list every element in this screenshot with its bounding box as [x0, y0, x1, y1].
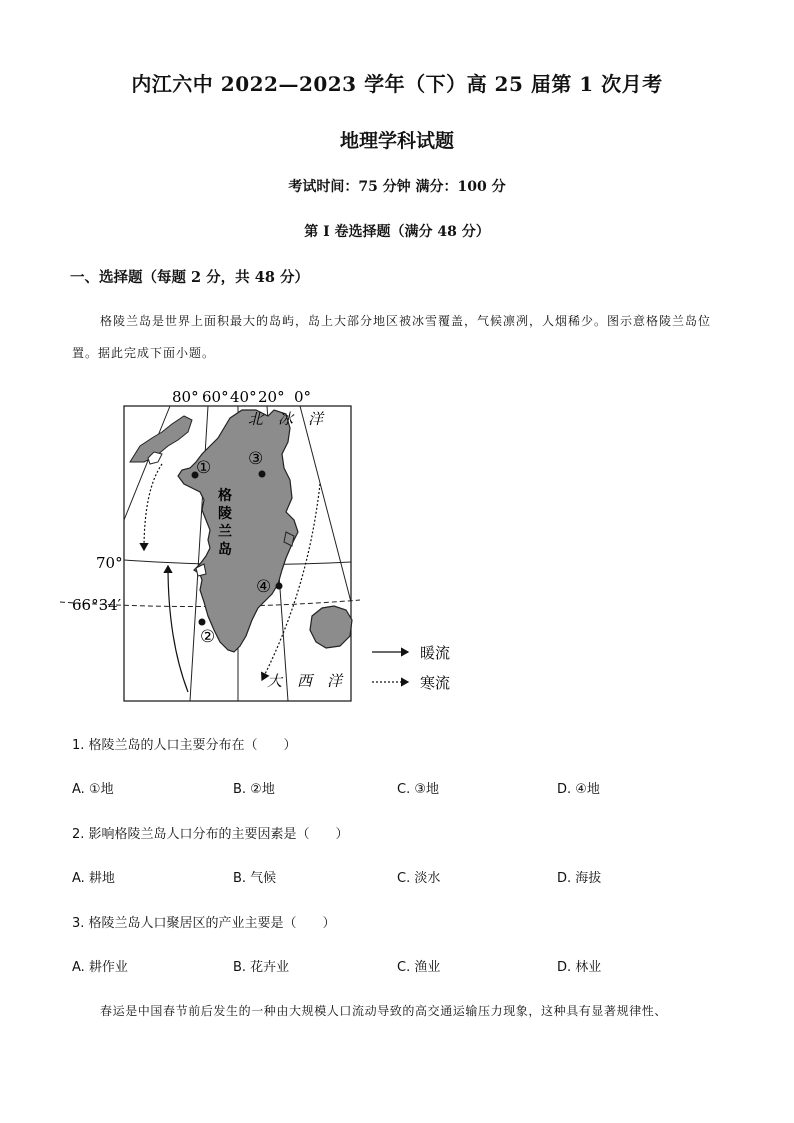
passage-greenland: 格陵兰岛是世界上面积最大的岛屿，岛上大部分地区被冰雪覆盖，气候凛冽，人烟稀少。图示意格陵兰岛位置。据此完成下面小题。 [72, 314, 712, 360]
question-2: 2. 影响格陵兰岛人口分布的主要因素是（ ） [72, 827, 349, 842]
greenland-map [60, 380, 480, 710]
q1-option-b[interactable]: B. ②地 [233, 782, 275, 797]
q2-option-a[interactable]: A. 耕地 [72, 871, 115, 886]
lon-label-20: 20° [258, 388, 285, 406]
q1-option-c[interactable]: C. ③地 [397, 782, 439, 797]
legend-cold-label: 寒流 [420, 674, 451, 692]
point-4-label: ④ [256, 577, 272, 597]
exam-title: 内江六中 2022—2023 学年（下）高 25 届第 1 次月考 [131, 72, 663, 96]
iceland [310, 606, 352, 648]
point-3-label: ③ [248, 449, 264, 469]
section-heading: 一、选择题（每题 2 分，共 48 分） [70, 269, 309, 286]
point-4-dot [276, 583, 283, 590]
cold-current-west [144, 464, 162, 550]
lon-label-80: 80° [172, 388, 199, 406]
island-label-1: 格 [218, 488, 232, 504]
island-label-4: 岛 [218, 542, 232, 558]
lat-label-70: 70° [96, 554, 123, 572]
subject-title: 地理学科试题 [339, 130, 454, 152]
q1-option-a[interactable]: A. ①地 [72, 782, 114, 797]
question-1: 1. 格陵兰岛的人口主要分布在（ ） [72, 738, 297, 753]
lat-label-66: 66°34′ [72, 596, 122, 614]
warm-current-west [168, 566, 188, 692]
point-2-label: ② [200, 627, 216, 647]
arctic-ocean-label: 北 冰 洋 [248, 410, 324, 428]
q3-option-d[interactable]: D. 林业 [557, 960, 602, 975]
island-label-2: 陵 [218, 506, 232, 522]
question-3: 3. 格陵兰岛人口聚居区的产业主要是（ ） [72, 916, 336, 931]
lon-label-0: 0° [294, 388, 312, 406]
part-title: 第 I 卷选择题（满分 48 分） [304, 224, 490, 240]
passage-spring-festival: 春运是中国春节前后发生的一种由大规模人口流动导致的高交通运输压力现象，这种具有显著规律性、 [100, 1004, 668, 1018]
q1-option-d[interactable]: D. ④地 [557, 782, 600, 797]
legend-warm-label: 暖流 [420, 644, 451, 662]
point-1-label: ① [196, 458, 212, 478]
point-2-dot [199, 619, 206, 626]
island-label-3: 兰 [218, 524, 232, 540]
q2-option-c[interactable]: C. 淡水 [397, 871, 441, 886]
greenland-island [178, 410, 298, 652]
lon-label-40: 40° [230, 388, 257, 406]
time-info: 考试时间：75 分钟 满分：100 分 [288, 179, 506, 195]
q2-option-b[interactable]: B. 气候 [233, 871, 277, 886]
q3-option-c[interactable]: C. 渔业 [397, 960, 441, 975]
atlantic-ocean-label: 大 西 洋 [267, 672, 343, 690]
q3-option-a[interactable]: A. 耕作业 [72, 960, 128, 975]
q2-option-d[interactable]: D. 海拔 [557, 871, 602, 886]
q3-option-b[interactable]: B. 花卉业 [233, 960, 290, 975]
point-3-dot [259, 471, 266, 478]
lon-label-60: 60° [202, 388, 229, 406]
